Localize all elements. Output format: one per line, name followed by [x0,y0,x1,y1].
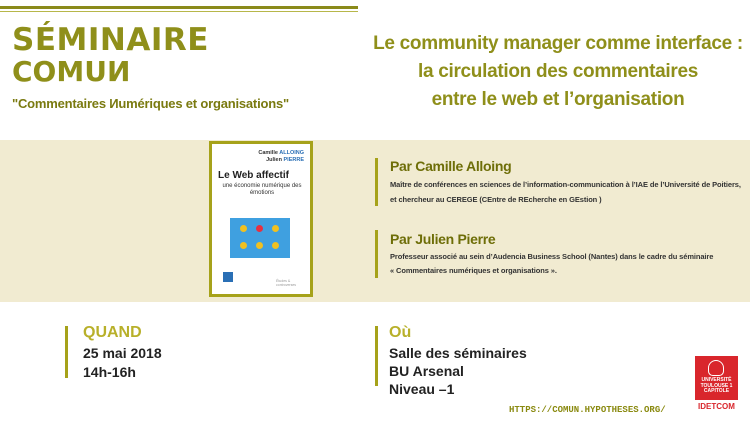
venue-line: BU Arsenal [389,363,464,379]
when-label: QUAND [83,324,142,341]
speaker2-line: Professeur associé au sein d’Audencia Business School (Nantes) dans le cadre du séminaire [390,252,714,261]
where-label: Où [389,324,412,341]
seminar-title: SÉMINAIRE [12,22,209,58]
publisher-logo-icon [223,272,233,282]
university-name-line: TOULOUSE 1 [700,382,733,389]
crest-icon [708,360,724,376]
publisher-collection: Études & controverses [276,279,297,287]
emoji-illustration [230,218,290,258]
author1-first: Camille [258,150,278,156]
book-subtitle: une économie numérique des émotions [222,183,302,196]
emoji-icon [272,225,279,232]
university-name [695,378,738,395]
talk-title [366,30,750,114]
emoji-icon [240,225,247,232]
seminar-name: COMUИ [12,55,131,88]
talk-title-line: Le community manager comme interface : [373,33,743,54]
speaker1-name: Par Camille Alloing [390,158,512,174]
speaker2-line: « Commentaires numériques et organisations ». [390,266,557,275]
lab-name: IDETCOM [698,402,735,411]
event-date: 25 mai 2018 [83,345,162,361]
speaker1-line: et chercheur au CEREGE (CEntre de REcherche en GEstion ) [390,195,602,204]
where-bar [375,326,378,386]
talk-title-line: la circulation des commentaires [417,61,699,82]
when-bar [65,326,68,378]
university-name-line: UNIVERSITÉ [701,377,732,383]
emoji-icon [240,242,247,249]
university-logo [695,356,738,413]
university-name-line: CAPITOLE [703,388,730,394]
event-time: 14h-16h [83,364,136,380]
speaker1-line: Maître de conférences en sciences de l’information-communication à l’IAE de l’Université de Poitiers, [390,180,741,189]
book-authors [258,150,304,164]
author2-last: PIERRE [283,157,304,163]
book-cover [209,141,313,297]
heart-icon [256,225,263,232]
talk-title-line: entre le web et l’organisation [431,89,685,110]
speaker2-bar [375,230,378,278]
author2-first: Julien [266,157,282,163]
top-rule-thin [0,11,358,12]
venue-line: Salle des séminaires [389,345,527,361]
author1-last: ALLOING [279,150,304,156]
speaker2-name: Par Julien Pierre [390,231,496,247]
speaker1-bar [375,158,378,206]
website-link[interactable]: HTTPS://COMUN.HYPOTHESES.ORG/ [509,405,666,415]
dollar-icon [256,242,263,249]
venue-line: Niveau –1 [389,381,455,397]
emoji-icon [272,242,279,249]
seminar-description: "Commentaires Иumériques et organisations" [12,96,289,111]
book-title: Le Web affectif [218,170,289,181]
top-rule [0,6,358,9]
